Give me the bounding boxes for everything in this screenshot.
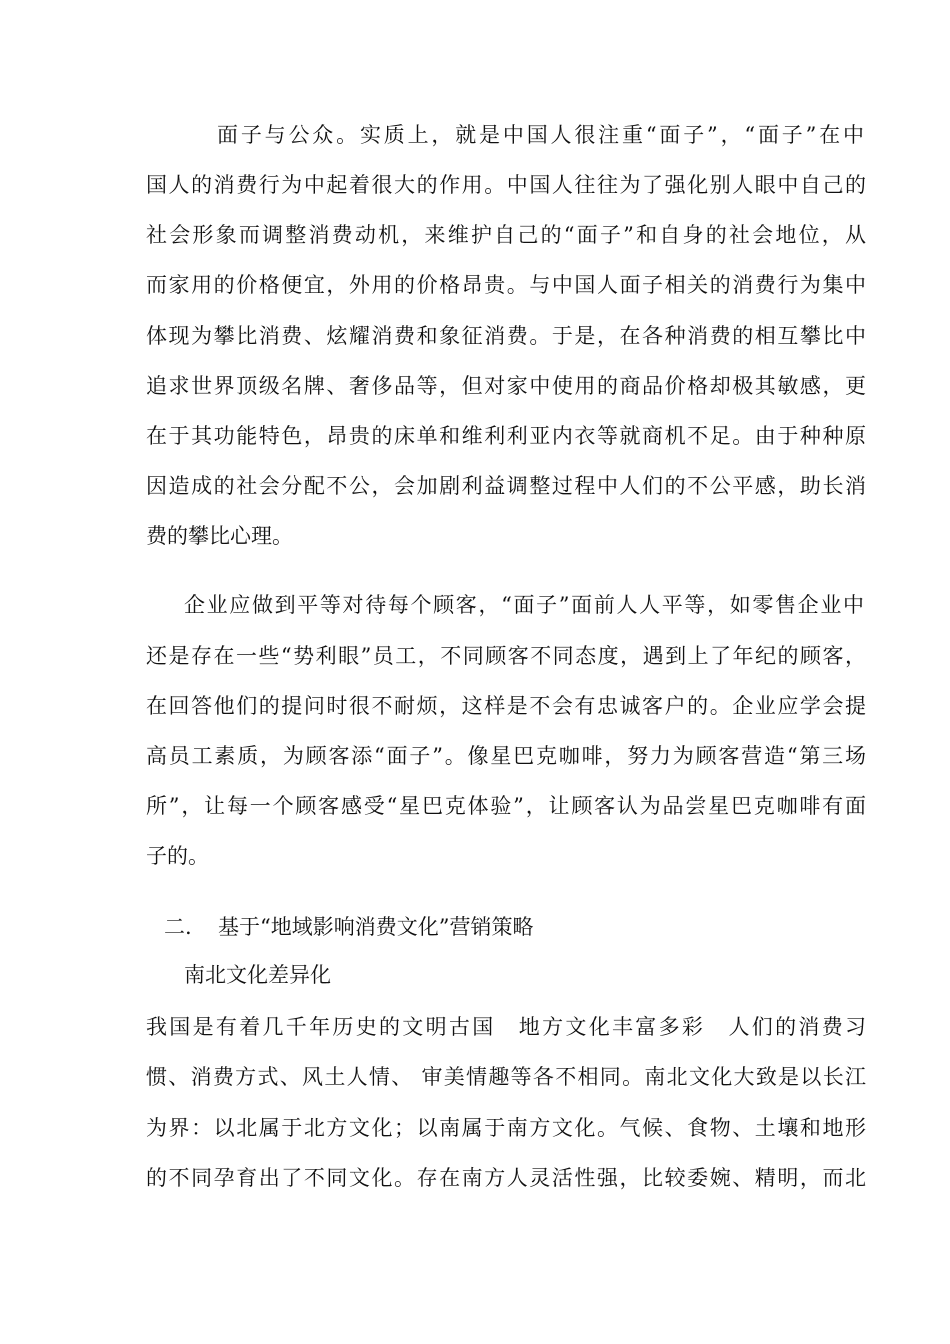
paragraph-line: 在于其功能特色，昂贵的床单和维利利亚内衣等就商机不足。由于种种原: [146, 424, 866, 448]
paragraph-line: 体现为攀比消费、炫耀消费和象征消费。于是，在各种消费的相互攀比中: [146, 324, 866, 348]
paragraph-line: 国人的消费行为中起着很大的作用。中国人往往为了强化别人眼中自己的: [146, 173, 866, 197]
paragraph-line: 面子与公众。实质上，就是中国人很注重“面子”，“面子”在中: [217, 123, 864, 147]
paragraph-line: 子的。: [146, 844, 209, 868]
paragraph-line: 还是存在一些“势利眼”员工，不同顾客不同态度，遇到上了年纪的顾客，: [146, 644, 866, 668]
paragraph-line: 为界：以北属于北方文化；以南属于南方文化。气候、食物、土壤和地形: [146, 1116, 866, 1140]
paragraph-line: 在回答他们的提问时很不耐烦，这样是不会有忠诚客户的。企业应学会提: [146, 694, 866, 718]
section-subtitle: 南北文化差异化: [184, 963, 331, 987]
paragraph-line: 因造成的社会分配不公，会加剧利益调整过程中人们的不公平感，助长消: [146, 474, 866, 498]
paragraph-line: 社会形象而调整消费动机，来维护自己的“面子”和自身的社会地位，从: [146, 223, 866, 247]
section-title: 基于“地域影响消费文化”营销策略: [218, 915, 534, 939]
paragraph-line: 而家用的价格便宜，外用的价格昂贵。与中国人面子相关的消费行为集中: [146, 273, 866, 297]
paragraph-line: 的不同孕育出了不同文化。存在南方人灵活性强，比较委婉、精明，而北: [146, 1166, 866, 1190]
section-number: 二.: [164, 915, 192, 939]
paragraph-line: 高员工素质，为顾客添“面子”。像星巴克咖啡，努力为顾客营造“第三场: [146, 744, 866, 768]
paragraph-line: 惯、消费方式、风土人情、 审美情趣等各不相同。南北文化大致是以长江: [146, 1065, 866, 1089]
paragraph-line: 追求世界顶级名牌、奢侈品等，但对家中使用的商品价格却极其敏感，更: [146, 374, 866, 398]
paragraph-line: 企业应做到平等对待每个顾客，“面子”面前人人平等，如零售企业中: [184, 593, 864, 617]
paragraph-line: 我国是有着几千年历史的文明古国 地方文化丰富多彩 人们的消费习: [146, 1015, 866, 1039]
paragraph-line: 所”，让每一个顾客感受“星巴克体验”，让顾客认为品尝星巴克咖啡有面: [146, 794, 866, 818]
paragraph-line: 费的攀比心理。: [146, 524, 293, 548]
